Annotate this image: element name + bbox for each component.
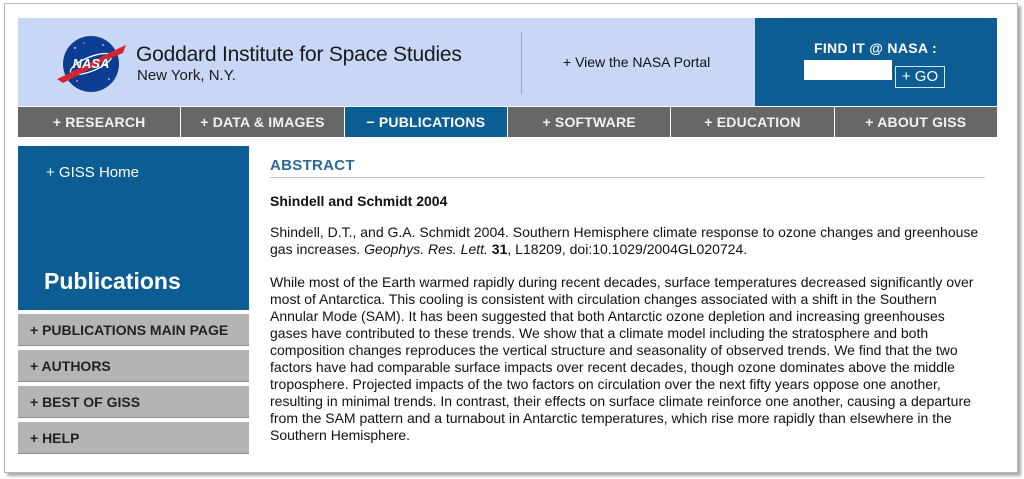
giss-home-link[interactable]: + GISS Home [46, 164, 139, 181]
citation [270, 224, 985, 258]
sidebar-item-help[interactable]: + HELP [18, 422, 249, 454]
heading-rule [270, 177, 985, 178]
nav-tab-about-giss[interactable]: + ABOUT GISS [835, 107, 997, 137]
nasa-portal-link[interactable]: + View the NASA Portal [563, 54, 711, 70]
find-it-panel [755, 18, 997, 106]
sidebar-title: Publications [44, 268, 181, 294]
sidebar-item-authors[interactable]: + AUTHORS [18, 350, 249, 382]
nav-tab-data-images[interactable]: + DATA & IMAGES [181, 107, 344, 137]
sidebar-panel [18, 146, 249, 310]
abstract-text: While most of the Earth warmed rapidly during recent decades, surface temperatures decreased significantly over most of Antarctica. This cooling is consistent with circulation changes associated with a shift in the Southern Annular Mode (SAM). It has been suggested that both Antarctic ozone depletion and increasing greenhouses gases have contributed to these trends. We show that a climate model including the stratosphere and both composition changes reproduces the vertical structure and seasonality of observed trends. We find that the two factors have had comparable surface impacts over recent decades, though ozone dominates above the middle troposphere. Projected impacts of the two factors on circulation over the next fifty years oppose one another, resulting in minimal trends. In contrast, their effects on surface climate reinforce one another, causing a departure from the SAM pattern and a turnabout in Antarctic temperatures, which rise more rapidly than elsewhere in the Southern Hemisphere. [270, 274, 974, 443]
citation-journal: Geophys. Res. Lett. [364, 241, 488, 257]
find-it-label: FIND IT @ NASA : [814, 40, 937, 56]
nav-tab-research[interactable]: + RESEARCH [18, 107, 181, 137]
citation-volume: 31 [491, 241, 508, 257]
citation-authors: Shindell, D.T., and G.A. Schmidt 2004. Southern Hemisphere climate response to ozone changes and greenhouse gas increases. [270, 224, 979, 257]
citation-rest: , L18209, doi:10.1029/2004GL020724. [507, 241, 748, 257]
go-button[interactable]: + GO [895, 66, 945, 88]
institute-title[interactable]: Goddard Institute for Space Studies [136, 43, 462, 66]
institute-location: New York, N.Y. [137, 67, 236, 84]
svg-text:NASA: NASA [72, 56, 110, 71]
sidebar-item-publications-main[interactable]: + PUBLICATIONS MAIN PAGE [18, 314, 249, 346]
nasa-logo-icon[interactable] [53, 33, 129, 95]
main-nav [18, 107, 997, 137]
find-it-search-input[interactable] [804, 60, 892, 80]
sidebar-menu [18, 314, 249, 458]
sidebar-item-best-of-giss[interactable]: + BEST OF GISS [18, 386, 249, 418]
nav-tab-publications[interactable]: − PUBLICATIONS [345, 107, 508, 137]
header-divider [521, 32, 522, 94]
section-heading: ABSTRACT [270, 157, 355, 174]
nav-tab-education[interactable]: + EDUCATION [671, 107, 834, 137]
paper-title: Shindell and Schmidt 2004 [270, 193, 448, 209]
nav-tab-software[interactable]: + SOFTWARE [508, 107, 671, 137]
